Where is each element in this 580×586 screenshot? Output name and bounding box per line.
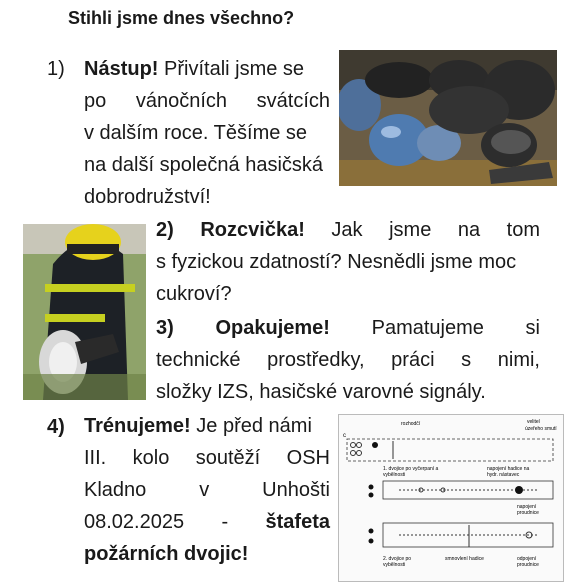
svg-text:smnovlení hadice: smnovlení hadice bbox=[445, 556, 484, 562]
svg-text:vybělnosti: vybělnosti bbox=[383, 472, 406, 478]
svg-text:velitel: velitel bbox=[527, 419, 540, 425]
svg-text:odpojení: odpojení bbox=[517, 556, 537, 562]
svg-text:úzeřeho smutí: úzeřeho smutí bbox=[525, 426, 557, 432]
item-2-heading: Rozcvička! bbox=[200, 219, 305, 241]
svg-text:1. dvojice po vyčerpaní a: 1. dvojice po vyčerpaní a bbox=[383, 466, 439, 472]
diagram-label: rozhodčí bbox=[401, 421, 421, 427]
relay-diagram bbox=[338, 414, 564, 582]
item-2-number: 2) bbox=[156, 219, 174, 241]
item-2-text: 2) Rozcvička! Jak jsme na tom s fyzickou zdatností? Nesnědli jsme moc cukroví? bbox=[156, 219, 541, 305]
item-1-heading: Nástup! bbox=[84, 58, 159, 80]
item-4-heading: Trénujeme! bbox=[84, 415, 191, 437]
item-1-number: 1) bbox=[47, 58, 65, 80]
item-1-text: Nástup! Přivítali jsme se po vánočních svátcích v dalším roce. Těšíme se na další společná hasičská dobrodružství! bbox=[84, 58, 330, 208]
item-4-number: 4) bbox=[47, 416, 65, 438]
svg-text:2. dvojice po: 2. dvojice po bbox=[383, 556, 412, 562]
item-3-text: 3) Opakujeme! Pamatujeme si technické prostředky, práci s nimi, složky IZS, hasičské varovné signály. bbox=[156, 317, 541, 403]
svg-text:proudnice: proudnice bbox=[517, 562, 539, 568]
item-4-text: Trénujeme! Je před námi III. kolo soutěží OSH Kladno v Unhošti 08.02.2025 - štafeta požárních dvojic! bbox=[84, 415, 330, 565]
svg-text:c: c bbox=[343, 433, 346, 439]
page-title: Stihli jsme dnes všechno? bbox=[68, 8, 295, 28]
svg-text:napojení: napojení bbox=[517, 504, 537, 510]
svg-text:vybělnosti: vybělnosti bbox=[383, 562, 406, 568]
svg-text:napojení hadice na: napojení hadice na bbox=[487, 466, 530, 472]
item-3-heading: Opakujeme! bbox=[215, 317, 330, 339]
item-3-number: 3) bbox=[156, 317, 174, 339]
svg-text:proudnice: proudnice bbox=[517, 510, 539, 516]
helmets-photo bbox=[339, 50, 557, 186]
firefighter-photo bbox=[23, 224, 146, 400]
svg-text:hydr. nástavec: hydr. nástavec bbox=[487, 472, 520, 478]
